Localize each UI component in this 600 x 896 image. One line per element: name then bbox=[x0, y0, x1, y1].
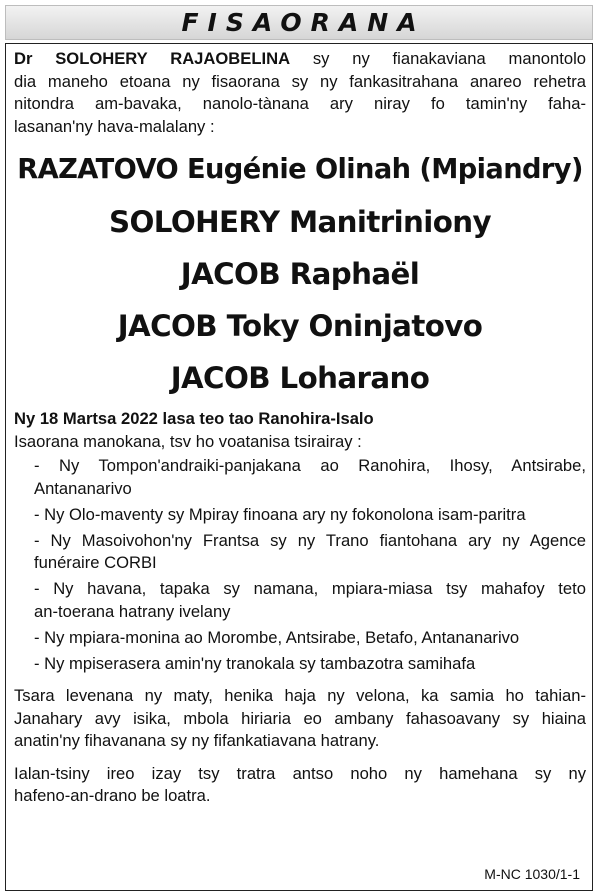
notice-content bbox=[14, 48, 586, 808]
list-item bbox=[34, 627, 586, 650]
closing-line-2: Janahary avy isika, mbola hiriaria eo ambany fahasoavany sy hiaina bbox=[14, 708, 586, 728]
closing-line-3: anatin'ny fihavanana sy ny fifankatiavana hatrany. bbox=[14, 731, 380, 750]
thanks-item-line: - Ny mpiserasera amin'ny tranokala sy tambazotra samihafa bbox=[34, 653, 476, 673]
deceased-name: SOLOHERY Manitriniony bbox=[109, 205, 491, 239]
thanks-list bbox=[14, 455, 586, 675]
intro-line-3: nitondra am-bavaka, nanolo-tànana ary niray fo tamin'ny faha- bbox=[14, 94, 586, 113]
deceased-name: JACOB Loharano bbox=[170, 361, 430, 395]
deceased-name: JACOB Raphaël bbox=[180, 257, 420, 291]
deceased-name: JACOB Toky Oninjatovo bbox=[117, 309, 483, 343]
list-item bbox=[34, 578, 586, 623]
thanks-item-line: - Ny Tompon'andraiki-panjakana ao Ranohira, Ihosy, Antsirabe, bbox=[34, 456, 586, 475]
intro-line-1 bbox=[14, 48, 586, 71]
date-line: Ny 18 Martsa 2022 lasa teo tao Ranohira-Isalo bbox=[14, 409, 374, 428]
thanks-item-line: Antananarivo bbox=[34, 478, 132, 498]
intro-line-2: dia maneho etoana ny fisaorana sy ny fankasitrahana anareo rehetra bbox=[14, 71, 586, 91]
intro-line-1-rest: sy ny fianakaviana manontolo bbox=[290, 49, 587, 68]
reference-code: M-NC 1030/1-1 bbox=[484, 866, 580, 882]
list-item bbox=[34, 504, 586, 527]
deceased-name: RAZATOVO Eugénie Olinah (Mpiandry) bbox=[17, 154, 583, 185]
thanks-heading: Isaorana manokana, tsv ho voatanisa tsirairay : bbox=[14, 431, 362, 451]
list-item bbox=[34, 455, 586, 500]
thanks-item-line: - Ny havana, tapaka sy namana, mpiara-miasa tsy mahafoy teto bbox=[34, 579, 586, 598]
page-title: FISAORANA bbox=[181, 8, 426, 37]
thanks-item-line: - Ny mpiara-monina ao Morombe, Antsirabe, Betafo, Antananarivo bbox=[34, 627, 520, 647]
thanks-item-line: - Ny Olo-maventy sy Mpiray finoana ary ny fokonolona isam-paritra bbox=[34, 504, 526, 524]
list-item bbox=[34, 653, 586, 676]
deceased-names bbox=[14, 144, 586, 404]
intro-line-4: lasanan'ny hava-malalany : bbox=[14, 116, 215, 136]
signer-name: Dr SOLOHERY RAJAOBELINA bbox=[14, 49, 291, 68]
thanks-item-line: funéraire CORBI bbox=[34, 553, 157, 572]
thanks-item-line: - Ny Masoivohon'ny Frantsa sy ny Trano fiantohana ary ny Agence bbox=[34, 530, 586, 550]
apology-line-1: Ialan-tsiny ireo izay tsy tratra antso noho ny hamehana sy ny bbox=[14, 763, 586, 783]
closing-line-1: Tsara levenana ny maty, henika haja ny velona, ka samia ho tahian- bbox=[14, 686, 586, 705]
list-item bbox=[34, 530, 586, 575]
thanks-item-line: an-toerana hatrany ivelany bbox=[34, 601, 231, 621]
header-banner bbox=[5, 5, 593, 40]
apology-line-2: hafeno-an-drano be loatra. bbox=[14, 786, 211, 805]
